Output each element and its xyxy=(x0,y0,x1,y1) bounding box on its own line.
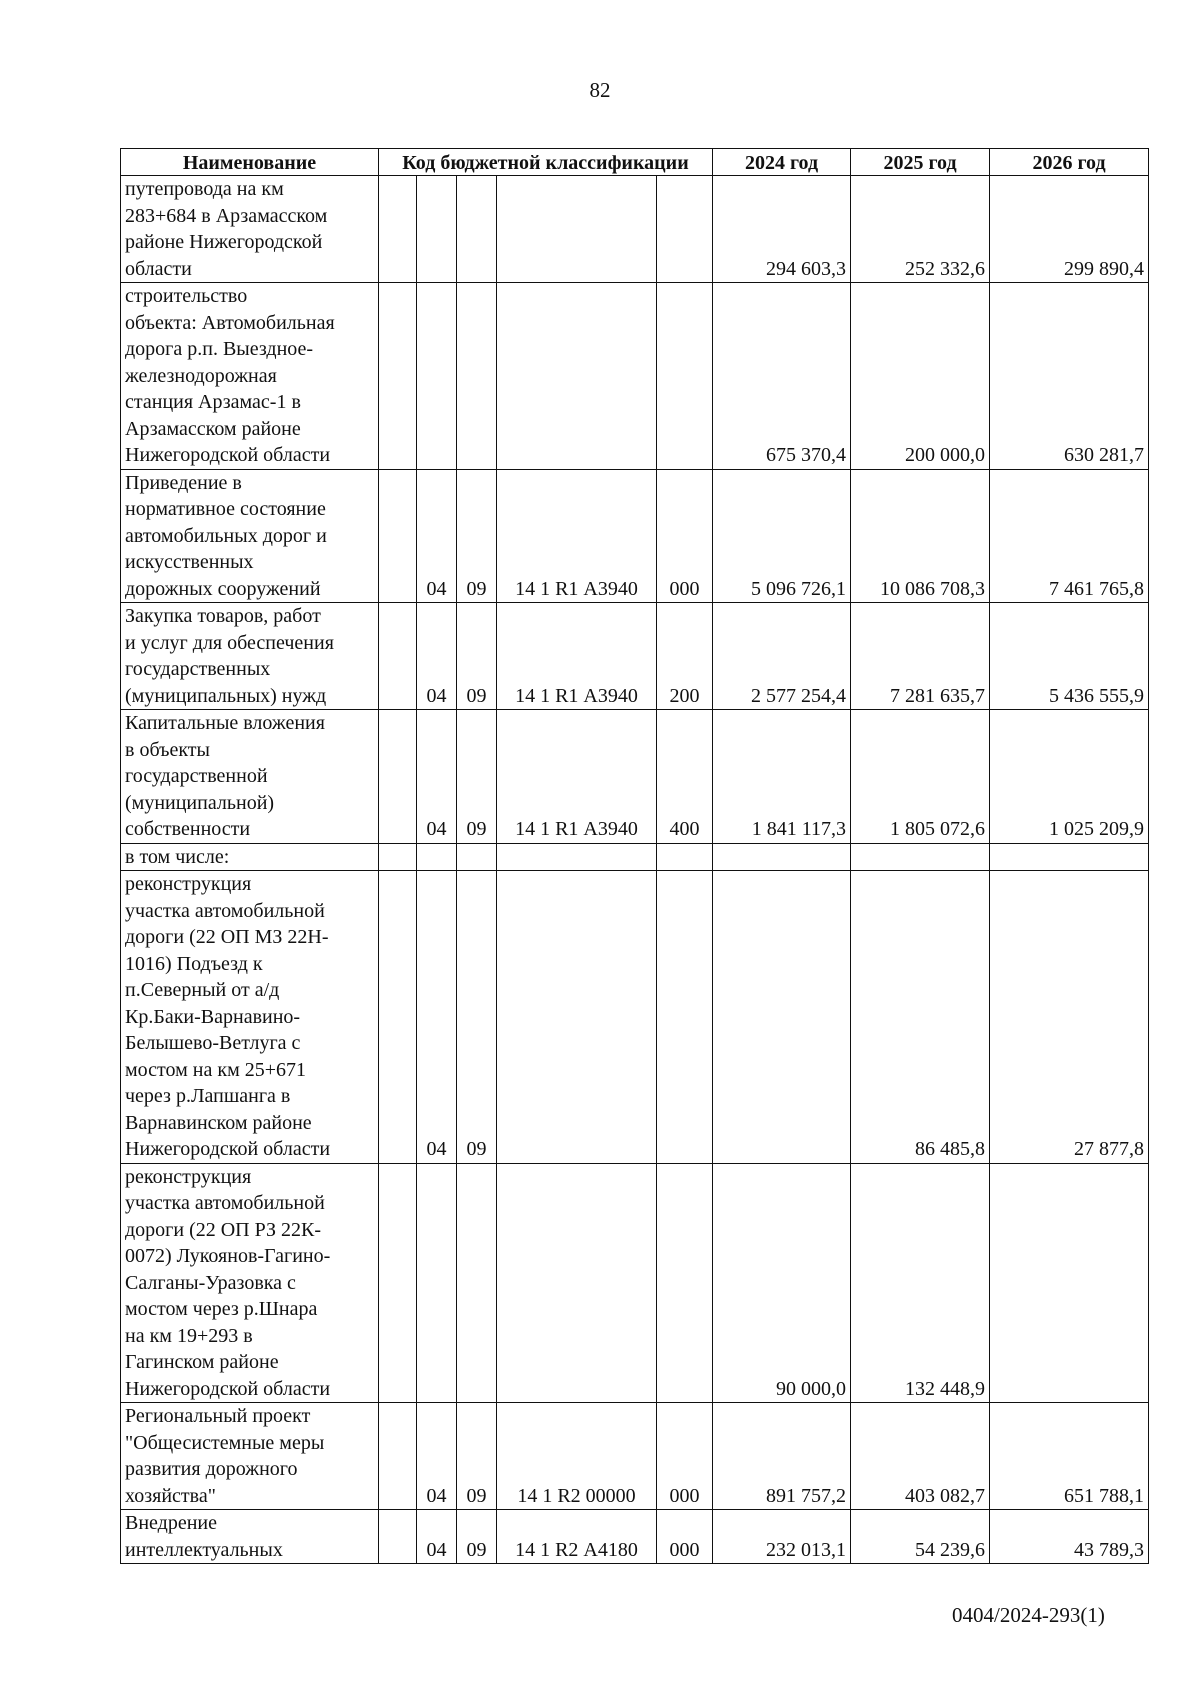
value-2025: 54 239,6 xyxy=(851,1510,990,1564)
code-target-article xyxy=(497,176,657,283)
code-section: 04 xyxy=(417,1403,457,1510)
page-number: 82 xyxy=(589,78,611,102)
table-row xyxy=(121,283,1149,470)
value-2024: 2 577 254,4 xyxy=(713,603,851,710)
value-2024: 1 841 117,3 xyxy=(713,710,851,844)
code-blank xyxy=(379,1403,417,1510)
value-2024: 90 000,0 xyxy=(713,1163,851,1403)
value-2025: 7 281 635,7 xyxy=(851,603,990,710)
value-2025: 86 485,8 xyxy=(851,871,990,1164)
code-expense-type xyxy=(657,843,713,871)
value-2025: 200 000,0 xyxy=(851,283,990,470)
code-subsection: 09 xyxy=(457,710,497,844)
header-name: Наименование xyxy=(121,149,379,176)
code-blank xyxy=(379,603,417,710)
code-section: 04 xyxy=(417,871,457,1164)
code-target-article: 14 1 R2 00000 xyxy=(497,1403,657,1510)
code-expense-type: 000 xyxy=(657,1403,713,1510)
table-row xyxy=(121,1403,1149,1510)
code-blank xyxy=(379,1510,417,1564)
table-row xyxy=(121,871,1149,1164)
code-subsection: 09 xyxy=(457,1510,497,1564)
value-2024: 891 757,2 xyxy=(713,1403,851,1510)
code-expense-type xyxy=(657,283,713,470)
code-target-article: 14 1 R1 А3940 xyxy=(497,603,657,710)
row-name: в том числе: xyxy=(121,843,379,871)
value-2024: 232 013,1 xyxy=(713,1510,851,1564)
value-2024 xyxy=(713,871,851,1164)
code-blank xyxy=(379,843,417,871)
code-section xyxy=(417,283,457,470)
code-expense-type xyxy=(657,1163,713,1403)
value-2026: 630 281,7 xyxy=(990,283,1149,470)
value-2026: 1 025 209,9 xyxy=(990,710,1149,844)
code-expense-type: 000 xyxy=(657,469,713,603)
code-target-article: 14 1 R2 А4180 xyxy=(497,1510,657,1564)
table-row xyxy=(121,176,1149,283)
code-target-article xyxy=(497,843,657,871)
row-name: строительство объекта: Автомобильная дорога р.п. Выездное- железнодорожная станция Арзамас-1 в Арзамасском районе Нижегородской области xyxy=(121,283,379,470)
header-2024: 2024 год xyxy=(713,149,851,176)
row-name: Капитальные вложения в объекты государственной (муниципальной) собственности xyxy=(121,710,379,844)
code-subsection: 09 xyxy=(457,469,497,603)
row-name: путепровода на км 283+684 в Арзамасском районе Нижегородской области xyxy=(121,176,379,283)
code-blank xyxy=(379,871,417,1164)
table-row xyxy=(121,1510,1149,1564)
value-2026: 5 436 555,9 xyxy=(990,603,1149,710)
row-name: реконструкция участка автомобильной дороги (22 ОП МЗ 22Н- 1016) Подъезд к п.Северный от а/д Кр.Баки-Варнавино- Белышево-Ветлуга с мостом на км 25+671 через р.Лапшанга в Варнавинском районе Нижегородской области xyxy=(121,871,379,1164)
code-blank xyxy=(379,1163,417,1403)
code-expense-type xyxy=(657,176,713,283)
code-subsection xyxy=(457,283,497,470)
code-subsection: 09 xyxy=(457,603,497,710)
table-row xyxy=(121,469,1149,603)
document-code: 0404/2024-293(1) xyxy=(952,1603,1105,1627)
code-expense-type: 400 xyxy=(657,710,713,844)
row-name: Закупка товаров, работ и услуг для обеспечения государственных (муниципальных) нужд xyxy=(121,603,379,710)
value-2025: 252 332,6 xyxy=(851,176,990,283)
value-2025 xyxy=(851,843,990,871)
header-2025: 2025 год xyxy=(851,149,990,176)
code-subsection xyxy=(457,1163,497,1403)
code-expense-type: 000 xyxy=(657,1510,713,1564)
value-2024: 5 096 726,1 xyxy=(713,469,851,603)
code-subsection: 09 xyxy=(457,871,497,1164)
value-2026: 651 788,1 xyxy=(990,1403,1149,1510)
code-expense-type xyxy=(657,871,713,1164)
code-section: 04 xyxy=(417,469,457,603)
code-blank xyxy=(379,176,417,283)
code-target-article xyxy=(497,1163,657,1403)
code-subsection xyxy=(457,843,497,871)
table-header-row xyxy=(121,149,1149,176)
value-2026: 27 877,8 xyxy=(990,871,1149,1164)
value-2026: 43 789,3 xyxy=(990,1510,1149,1564)
header-2026: 2026 год xyxy=(990,149,1149,176)
value-2024: 675 370,4 xyxy=(713,283,851,470)
value-2025: 1 805 072,6 xyxy=(851,710,990,844)
row-name: Внедрение интеллектуальных xyxy=(121,1510,379,1564)
code-section: 04 xyxy=(417,1510,457,1564)
code-target-article: 14 1 R1 А3940 xyxy=(497,710,657,844)
code-section xyxy=(417,1163,457,1403)
value-2024 xyxy=(713,843,851,871)
value-2025: 10 086 708,3 xyxy=(851,469,990,603)
value-2026: 7 461 765,8 xyxy=(990,469,1149,603)
budget-table xyxy=(120,148,1149,1564)
table-row xyxy=(121,603,1149,710)
table-row xyxy=(121,710,1149,844)
code-subsection: 09 xyxy=(457,1403,497,1510)
code-target-article xyxy=(497,871,657,1164)
code-section: 04 xyxy=(417,710,457,844)
table-row xyxy=(121,843,1149,871)
code-section xyxy=(417,176,457,283)
value-2025: 132 448,9 xyxy=(851,1163,990,1403)
code-subsection xyxy=(457,176,497,283)
code-target-article xyxy=(497,283,657,470)
code-section xyxy=(417,843,457,871)
row-name: Региональный проект "Общесистемные меры развития дорожного хозяйства" xyxy=(121,1403,379,1510)
table-row xyxy=(121,1163,1149,1403)
code-blank xyxy=(379,710,417,844)
code-target-article: 14 1 R1 А3940 xyxy=(497,469,657,603)
code-expense-type: 200 xyxy=(657,603,713,710)
row-name: Приведение в нормативное состояние автомобильных дорог и искусственных дорожных сооружений xyxy=(121,469,379,603)
header-code: Код бюджетной классификации xyxy=(379,149,713,176)
code-blank xyxy=(379,283,417,470)
value-2026 xyxy=(990,843,1149,871)
value-2025: 403 082,7 xyxy=(851,1403,990,1510)
row-name: реконструкция участка автомобильной дороги (22 ОП РЗ 22К- 0072) Лукоянов-Гагино- Салганы-Уразовка с мостом через р.Шнара на км 19+293 в Гагинском районе Нижегородской области xyxy=(121,1163,379,1403)
value-2026 xyxy=(990,1163,1149,1403)
value-2024: 294 603,3 xyxy=(713,176,851,283)
code-blank xyxy=(379,469,417,603)
value-2026: 299 890,4 xyxy=(990,176,1149,283)
code-section: 04 xyxy=(417,603,457,710)
